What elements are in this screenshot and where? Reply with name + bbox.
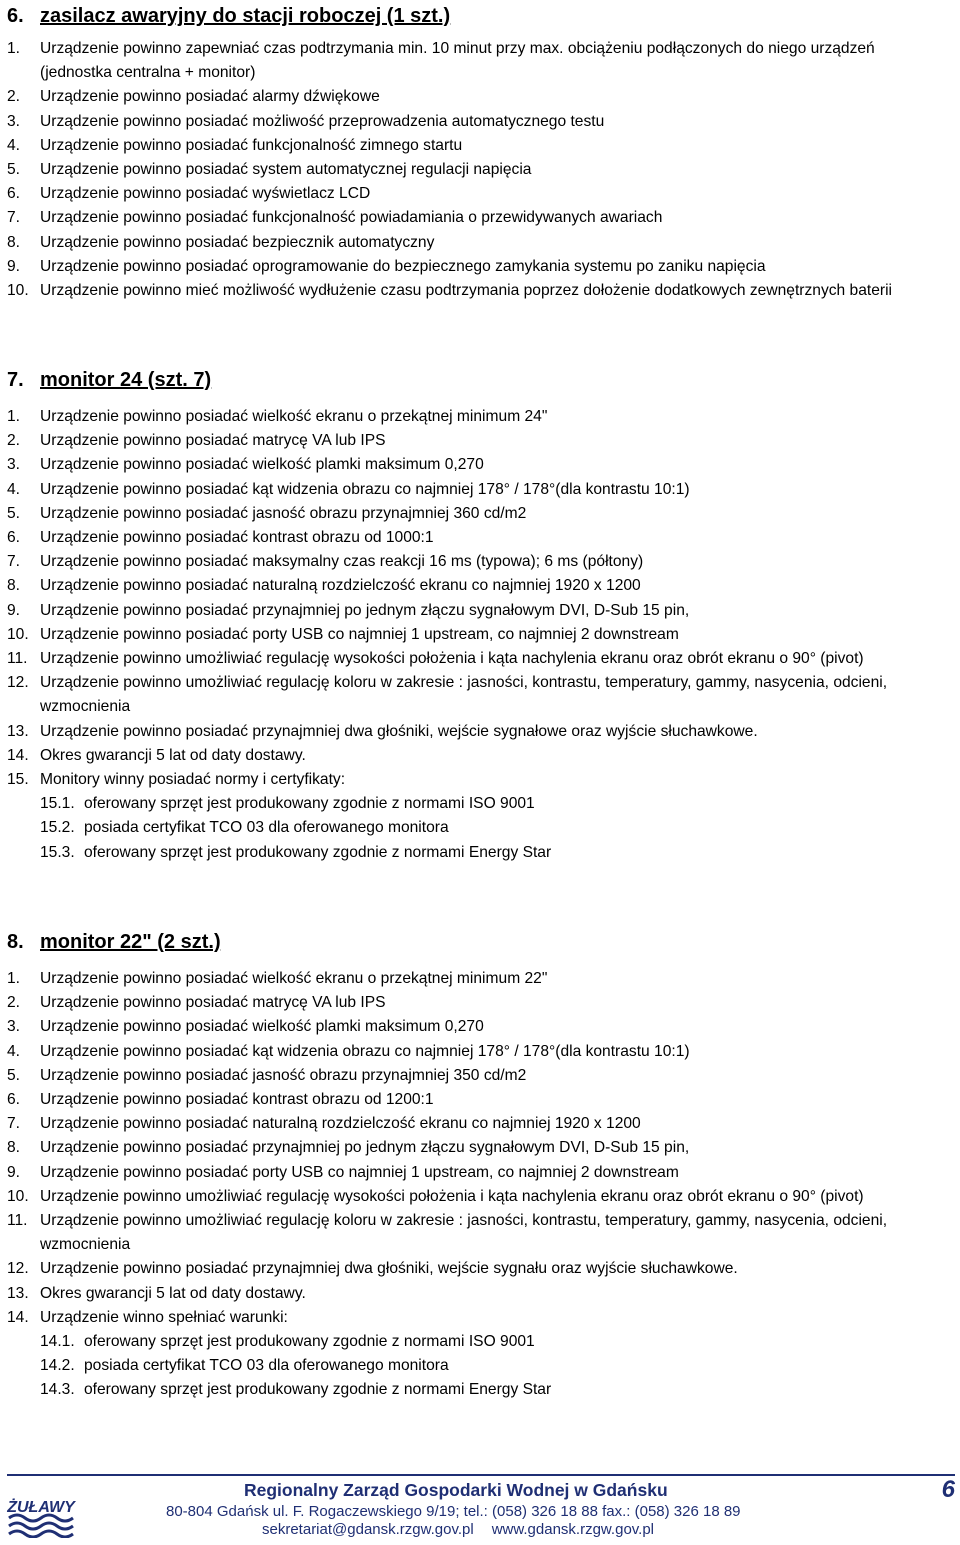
- requirement-item: [0, 478, 960, 502]
- requirement-item: [0, 991, 960, 1015]
- page-number: 6: [941, 1476, 955, 1503]
- sub-requirement-item: [0, 792, 960, 816]
- sub-requirement-item: [0, 816, 960, 840]
- item-number: 15.2.: [40, 819, 75, 837]
- item-text: Urządzenie powinno posiadać jasność obrazu przynajmniej 360 cd/m2: [40, 504, 527, 522]
- requirement-item: [0, 768, 960, 792]
- item-text: Urządzenie powinno posiadać przynajmniej po jednym złączu sygnałowym DVI, D-Sub 15 pin,: [40, 601, 690, 619]
- item-number: 13.: [7, 1284, 29, 1302]
- requirement-item: [0, 429, 960, 453]
- item-number: 7.: [7, 1115, 21, 1133]
- requirement-item: [0, 255, 960, 279]
- footer-divider: [7, 1474, 955, 1476]
- section-heading: [7, 930, 221, 954]
- item-number: 1.: [7, 40, 21, 57]
- item-number: 2.: [7, 994, 21, 1012]
- requirement-item: [0, 1185, 960, 1209]
- sub-requirement-item: [0, 1330, 960, 1354]
- item-text: Urządzenie powinno posiadać wielkość ekranu o przekątnej minimum 22": [40, 970, 548, 987]
- website-link[interactable]: www.gdansk.rzgw.gov.pl: [491, 1521, 655, 1538]
- requirement-item: [0, 550, 960, 574]
- sub-requirement-item: [0, 841, 960, 865]
- item-number: 14.3.: [40, 1381, 75, 1399]
- item-text: Urządzenie powinno umożliwiać regulację wysokości położenia i kąta nachylenia ekranu oraz obrót ekranu o 90° (pivot): [40, 1187, 864, 1205]
- item-number: 8.: [7, 1139, 21, 1157]
- requirement-item: [0, 1088, 960, 1112]
- item-text: Urządzenie powinno posiadać naturalną rozdzielczość ekranu co najmniej 1920 x 1200: [40, 1115, 641, 1133]
- item-number: 4.: [7, 1042, 21, 1060]
- item-text: Urządzenie powinno umożliwiać regulację koloru w zakresie : jasności, kontrastu, temperatury, gammy, nasycenia, odcieni, wzmocnienia: [40, 1212, 888, 1254]
- section-number: 8.: [7, 931, 24, 953]
- logo-text: ŻUŁAWY: [7, 1499, 75, 1516]
- requirement-item: [0, 1136, 960, 1160]
- requirements-list: [0, 967, 960, 1403]
- item-text: Monitory winny posiadać normy i certyfikaty:: [40, 771, 346, 789]
- item-number: 14.1.: [40, 1333, 75, 1351]
- item-text: Urządzenie powinno posiadać alarmy dźwiękowe: [40, 88, 380, 106]
- requirement-item: [0, 1282, 960, 1306]
- item-number: 2.: [7, 88, 21, 106]
- item-number: 3.: [7, 1018, 21, 1036]
- sub-requirement-item: [0, 1354, 960, 1378]
- requirement-item: [0, 231, 960, 255]
- organization-address: 80-804 Gdańsk ul. F. Rogaczewskiego 9/19; tel.: (058) 326 18 88 fax.: (058) 326 18 89: [166, 1503, 741, 1520]
- item-text: Urządzenie powinno posiadać porty USB co najmniej 1 upstream, co najmniej 2 downstream: [40, 625, 679, 643]
- item-text: Urządzenie powinno zapewniać czas podtrzymania min. 10 minut przy max. obciążeniu podłączonych do niego urządzeń (jednostka centralna + monitor): [40, 40, 875, 82]
- item-number: 3.: [7, 112, 21, 130]
- item-number: 6.: [7, 529, 21, 547]
- section-title: monitor 22" (2 szt.): [40, 931, 221, 953]
- requirement-item: [0, 623, 960, 647]
- item-text: posiada certyfikat TCO 03 dla oferowanego monitora: [84, 819, 449, 837]
- item-text: Urządzenie powinno posiadać wielkość ekranu o przekątnej minimum 24": [40, 408, 548, 425]
- item-text: Urządzenie winno spełniać warunki:: [40, 1308, 288, 1326]
- sub-requirement-item: [0, 1378, 960, 1402]
- item-number: 7.: [7, 209, 21, 227]
- requirement-item: [0, 671, 960, 719]
- item-number: 10.: [7, 1187, 29, 1205]
- item-text: Urządzenie powinno posiadać porty USB co najmniej 1 upstream, co najmniej 2 downstream: [40, 1163, 679, 1181]
- item-number: 1.: [7, 408, 21, 425]
- requirement-item: [0, 405, 960, 429]
- item-text: Urządzenie powinno posiadać naturalną rozdzielczość ekranu co najmniej 1920 x 1200: [40, 577, 641, 595]
- requirement-item: [0, 1064, 960, 1088]
- requirement-item: [0, 647, 960, 671]
- item-text: Okres gwarancji 5 lat od daty dostawy.: [40, 1284, 306, 1302]
- section-heading: [7, 4, 450, 28]
- requirement-item: [0, 1112, 960, 1136]
- requirement-item: [0, 37, 960, 85]
- requirement-item: [0, 279, 960, 303]
- item-text: Urządzenie powinno umożliwiać regulację koloru w zakresie : jasności, kontrastu, temperatury, gammy, nasycenia, odcieni, wzmocnienia: [40, 674, 888, 716]
- organization-name: Regionalny Zarząd Gospodarki Wodnej w Gdańsku: [244, 1480, 668, 1500]
- item-number: 15.: [7, 771, 29, 789]
- requirement-item: [0, 720, 960, 744]
- item-number: 5.: [7, 161, 21, 179]
- item-number: 4.: [7, 480, 21, 498]
- item-text: posiada certyfikat TCO 03 dla oferowanego monitora: [84, 1357, 449, 1375]
- requirement-item: [0, 134, 960, 158]
- item-text: oferowany sprzęt jest produkowany zgodnie z normami Energy Star: [84, 843, 552, 861]
- item-text: Urządzenie powinno posiadać maksymalny czas reakcji 16 ms (typowa); 6 ms (półtony): [40, 553, 644, 571]
- item-text: Urządzenie powinno posiadać bezpiecznik automatyczny: [40, 233, 435, 251]
- item-text: Urządzenie powinno posiadać przynajmniej dwa głośniki, wejście sygnału oraz wyjście słuchawkowe.: [40, 1260, 738, 1278]
- item-text: Urządzenie powinno posiadać funkcjonalność powiadamiania o przewidywanych awariach: [40, 209, 663, 227]
- item-text: Urządzenie powinno posiadać funkcjonalność zimnego startu: [40, 136, 463, 154]
- requirement-item: [0, 1161, 960, 1185]
- item-number: 15.3.: [40, 843, 75, 861]
- item-number: 1.: [7, 970, 21, 987]
- item-number: 2.: [7, 432, 21, 450]
- item-number: 10.: [7, 625, 29, 643]
- requirement-item: [0, 110, 960, 134]
- item-text: Urządzenie powinno posiadać matrycę VA lub IPS: [40, 432, 386, 450]
- requirements-list: [0, 405, 960, 865]
- item-text: Okres gwarancji 5 lat od daty dostawy.: [40, 746, 306, 764]
- requirement-item: [0, 967, 960, 991]
- section-number: 6.: [7, 5, 24, 27]
- requirement-item: [0, 744, 960, 768]
- item-text: Urządzenie powinno posiadać system automatycznej regulacji napięcia: [40, 161, 532, 179]
- item-number: 14.: [7, 1308, 29, 1326]
- item-number: 10.: [7, 282, 29, 300]
- item-number: 12.: [7, 1260, 29, 1278]
- requirement-item: [0, 182, 960, 206]
- page-footer: [0, 1468, 960, 1545]
- requirement-item: [0, 574, 960, 598]
- section-title: zasilacz awaryjny do stacji roboczej (1 szt.): [40, 5, 451, 27]
- item-number: 11.: [7, 650, 28, 668]
- section-title: monitor 24 (szt. 7): [40, 369, 212, 391]
- item-number: 13.: [7, 722, 29, 740]
- item-text: oferowany sprzęt jest produkowany zgodnie z normami Energy Star: [84, 1381, 552, 1399]
- item-text: Urządzenie powinno posiadać możliwość przeprowadzenia automatycznego testu: [40, 112, 605, 130]
- requirements-list: [0, 37, 960, 303]
- item-text: oferowany sprzęt jest produkowany zgodnie z normami ISO 9001: [84, 795, 535, 813]
- requirement-item: [0, 158, 960, 182]
- email-link[interactable]: sekretariat@gdansk.rzgw.gov.pl: [262, 1521, 474, 1538]
- item-number: 6.: [7, 185, 21, 203]
- requirement-item: [0, 599, 960, 623]
- item-number: 5.: [7, 504, 21, 522]
- item-text: Urządzenie powinno posiadać oprogramowanie do bezpiecznego zamykania systemu po zaniku napięcia: [40, 257, 766, 275]
- requirement-item: [0, 1015, 960, 1039]
- item-number: 11.: [7, 1212, 28, 1230]
- section-heading: [7, 368, 211, 392]
- item-text: Urządzenie powinno posiadać przynajmniej po jednym złączu sygnałowym DVI, D-Sub 15 pin,: [40, 1139, 690, 1157]
- item-number: 15.1.: [40, 795, 75, 813]
- requirement-item: [0, 502, 960, 526]
- requirement-item: [0, 1040, 960, 1064]
- requirement-item: [0, 1209, 960, 1257]
- item-text: Urządzenie powinno posiadać kontrast obrazu od 1000:1: [40, 529, 434, 547]
- item-number: 7.: [7, 553, 21, 571]
- item-text: Urządzenie powinno posiadać kąt widzenia obrazu co najmniej 178° / 178°(dla kontrastu 10:1): [40, 480, 690, 498]
- item-number: 14.: [7, 746, 29, 764]
- item-text: oferowany sprzęt jest produkowany zgodnie z normami ISO 9001: [84, 1333, 535, 1351]
- requirement-item: [0, 1306, 960, 1330]
- item-text: Urządzenie powinno umożliwiać regulację wysokości położenia i kąta nachylenia ekranu oraz obrót ekranu o 90° (pivot): [40, 650, 864, 668]
- item-text: Urządzenie powinno posiadać wielkość plamki maksimum 0,270: [40, 456, 484, 474]
- item-number: 8.: [7, 233, 21, 251]
- item-number: 12.: [7, 674, 29, 692]
- item-text: Urządzenie powinno mieć możliwość wydłużenie czasu podtrzymania poprzez dołożenie dodatkowych zewnętrznych baterii: [40, 282, 893, 300]
- requirement-item: [0, 526, 960, 550]
- section-number: 7.: [7, 369, 24, 391]
- requirement-item: [0, 1257, 960, 1281]
- item-number: 9.: [7, 601, 21, 619]
- item-number: 4.: [7, 136, 21, 154]
- item-text: Urządzenie powinno posiadać wyświetlacz LCD: [40, 185, 371, 203]
- item-number: 9.: [7, 257, 21, 275]
- item-number: 5.: [7, 1066, 21, 1084]
- item-number: 3.: [7, 456, 21, 474]
- item-text: Urządzenie powinno posiadać przynajmniej dwa głośniki, wejście sygnałowe oraz wyjście słuchawkowe.: [40, 722, 758, 740]
- item-text: Urządzenie powinno posiadać kąt widzenia obrazu co najmniej 178° / 178°(dla kontrastu 10:1): [40, 1042, 690, 1060]
- item-text: Urządzenie powinno posiadać matrycę VA lub IPS: [40, 994, 386, 1012]
- item-number: 14.2.: [40, 1357, 75, 1375]
- item-number: 8.: [7, 577, 21, 595]
- requirement-item: [0, 85, 960, 109]
- item-number: 6.: [7, 1091, 21, 1109]
- requirement-item: [0, 453, 960, 477]
- item-text: Urządzenie powinno posiadać jasność obrazu przynajmniej 350 cd/m2: [40, 1066, 527, 1084]
- requirement-item: [0, 206, 960, 230]
- item-text: Urządzenie powinno posiadać kontrast obrazu od 1200:1: [40, 1091, 434, 1109]
- item-text: Urządzenie powinno posiadać wielkość plamki maksimum 0,270: [40, 1018, 484, 1036]
- contact-line: [262, 1521, 654, 1538]
- item-number: 9.: [7, 1163, 21, 1181]
- zulawy-logo: [3, 1482, 79, 1538]
